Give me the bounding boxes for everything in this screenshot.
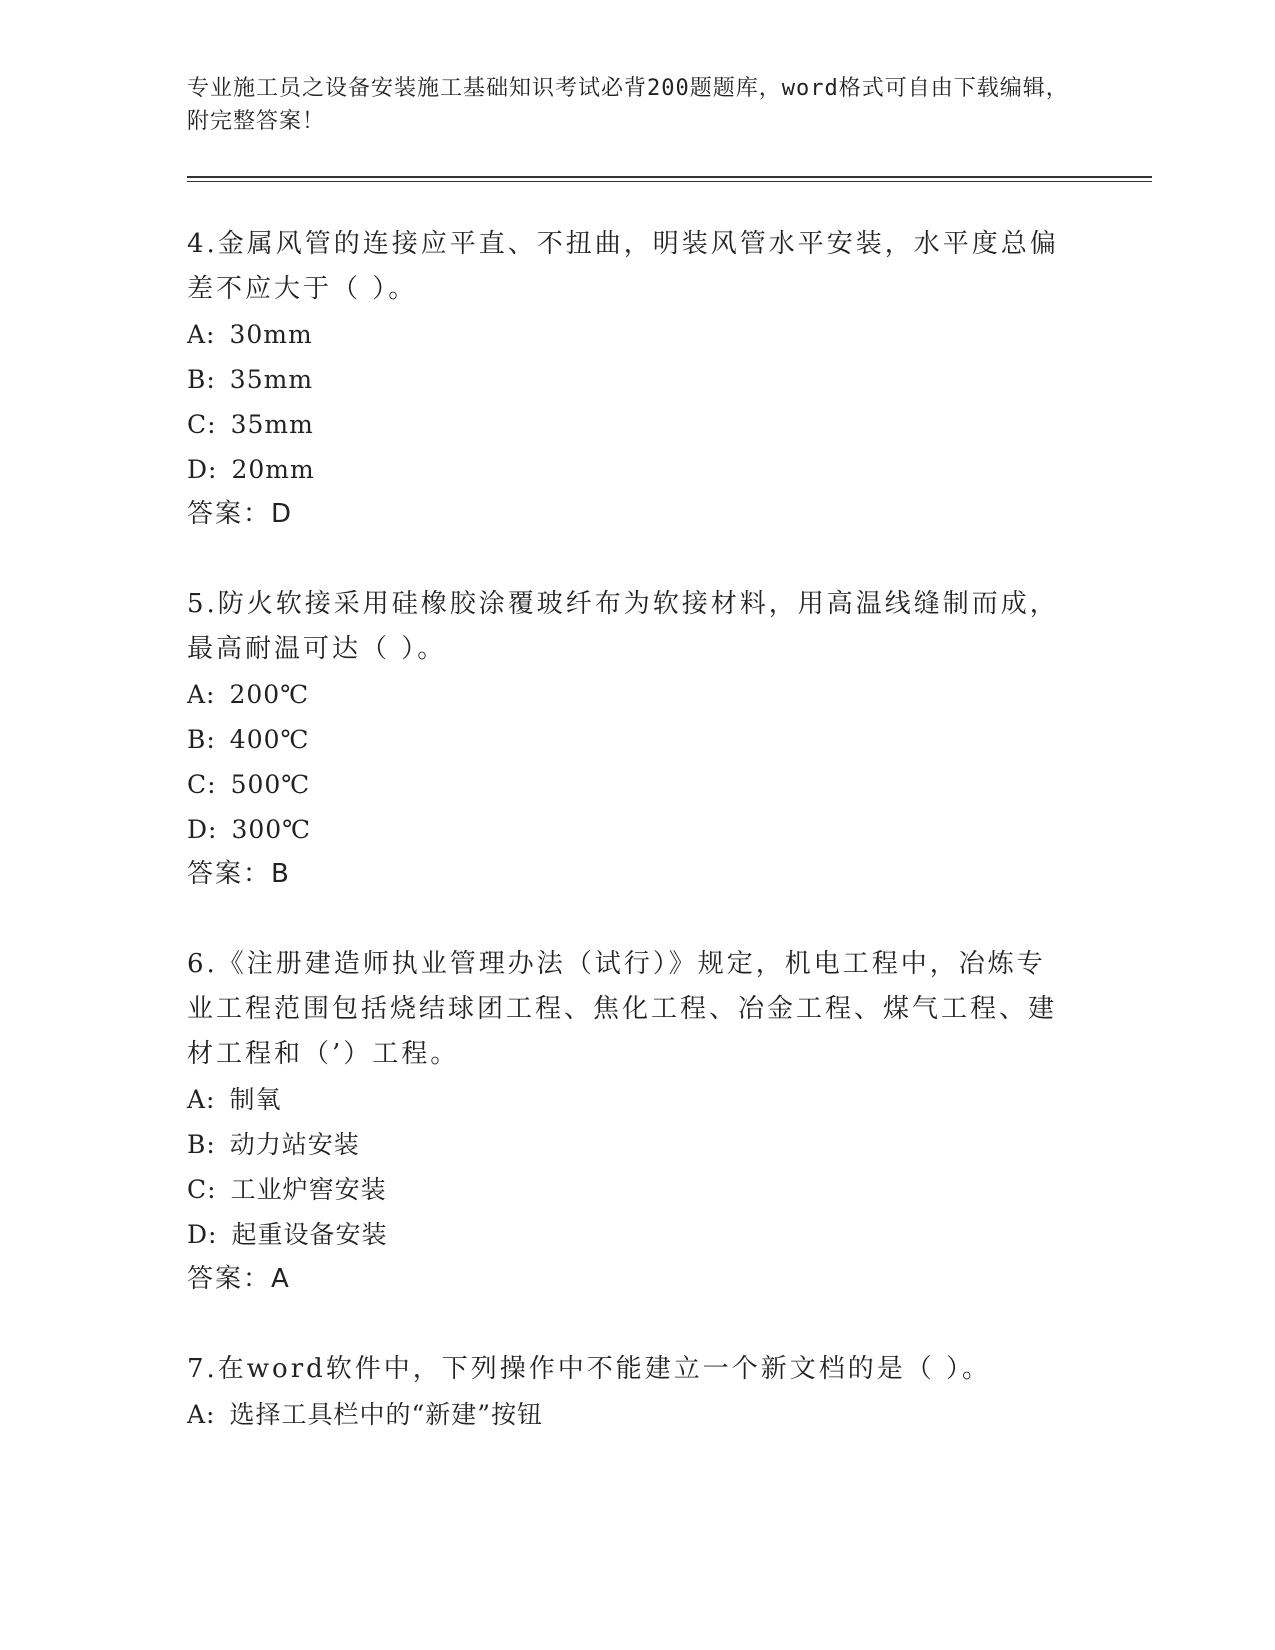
question-7 <box>187 1347 1067 1437</box>
option-d <box>187 807 1067 852</box>
option-text: 起重设备安装 <box>231 1220 388 1249</box>
option-text: 30mm <box>229 320 313 349</box>
question-stem: 5.防火软接采用硅橡胶涂覆玻纤布为软接材料，用高温线缝制而成，最高耐温可达（ ）。 <box>187 589 1059 664</box>
option-text: 动力站安装 <box>229 1130 360 1159</box>
option-a <box>187 312 1067 357</box>
option-letter: A: <box>187 1085 216 1114</box>
option-text: 35mm <box>230 410 314 439</box>
question-stem: 7.在word软件中，下列操作中不能建立一个新文档的是（ ）。 <box>187 1354 992 1384</box>
option-letter: C: <box>187 410 217 439</box>
option-a <box>187 1392 1067 1437</box>
option-b <box>187 357 1067 402</box>
answer-line: 答案：D <box>187 499 294 529</box>
header-divider-thick <box>187 176 1152 178</box>
option-text: 工业炉窖安装 <box>230 1175 387 1204</box>
option-letter: D: <box>187 1220 218 1249</box>
option-letter: D: <box>187 815 218 844</box>
option-b <box>187 717 1067 762</box>
option-d <box>187 447 1067 492</box>
option-letter: B: <box>187 365 216 394</box>
header-divider-thin <box>187 181 1152 182</box>
question-4 <box>187 222 1067 537</box>
option-a <box>187 1077 1067 1122</box>
option-text: 500℃ <box>230 770 311 799</box>
option-text: 400℃ <box>229 725 310 754</box>
option-text: 200℃ <box>229 680 310 709</box>
document-header-title: 专业施工员之设备安装施工基础知识考试必背200题题库，word格式可自由下载编辑，附完整答案！ <box>187 76 1069 134</box>
option-letter: D: <box>187 455 218 484</box>
option-letter: C: <box>187 770 217 799</box>
question-5 <box>187 582 1067 897</box>
option-b <box>187 1122 1067 1167</box>
option-c <box>187 402 1067 447</box>
answer-line: 答案：B <box>187 859 291 889</box>
option-text: 20mm <box>231 455 315 484</box>
option-letter: C: <box>187 1175 217 1204</box>
option-text: 选择工具栏中的“新建”按钮 <box>229 1400 544 1429</box>
answer-line: 答案：A <box>187 1264 291 1294</box>
option-text: 35mm <box>229 365 314 394</box>
option-letter: B: <box>187 1130 216 1159</box>
option-c <box>187 762 1067 807</box>
option-text: 制氧 <box>229 1085 282 1114</box>
question-stem: 6.《注册建造师执业管理办法（试行）》规定，机电工程中，冶炼专业工程范围包括烧结球团工程、焦化工程、冶金工程、煤气工程、建材工程和（’）工程。 <box>187 949 1058 1069</box>
option-c <box>187 1167 1067 1212</box>
question-6 <box>187 942 1067 1302</box>
question-stem: 4.金属风管的连接应平直、不扭曲，明装风管水平安装，水平度总偏差不应大于（ ）。 <box>187 229 1059 304</box>
option-d <box>187 1212 1067 1257</box>
option-letter: A: <box>187 1400 216 1429</box>
option-text: 300℃ <box>231 815 312 844</box>
option-letter: A: <box>187 680 216 709</box>
option-letter: A: <box>187 320 216 349</box>
option-a <box>187 672 1067 717</box>
option-letter: B: <box>187 725 216 754</box>
